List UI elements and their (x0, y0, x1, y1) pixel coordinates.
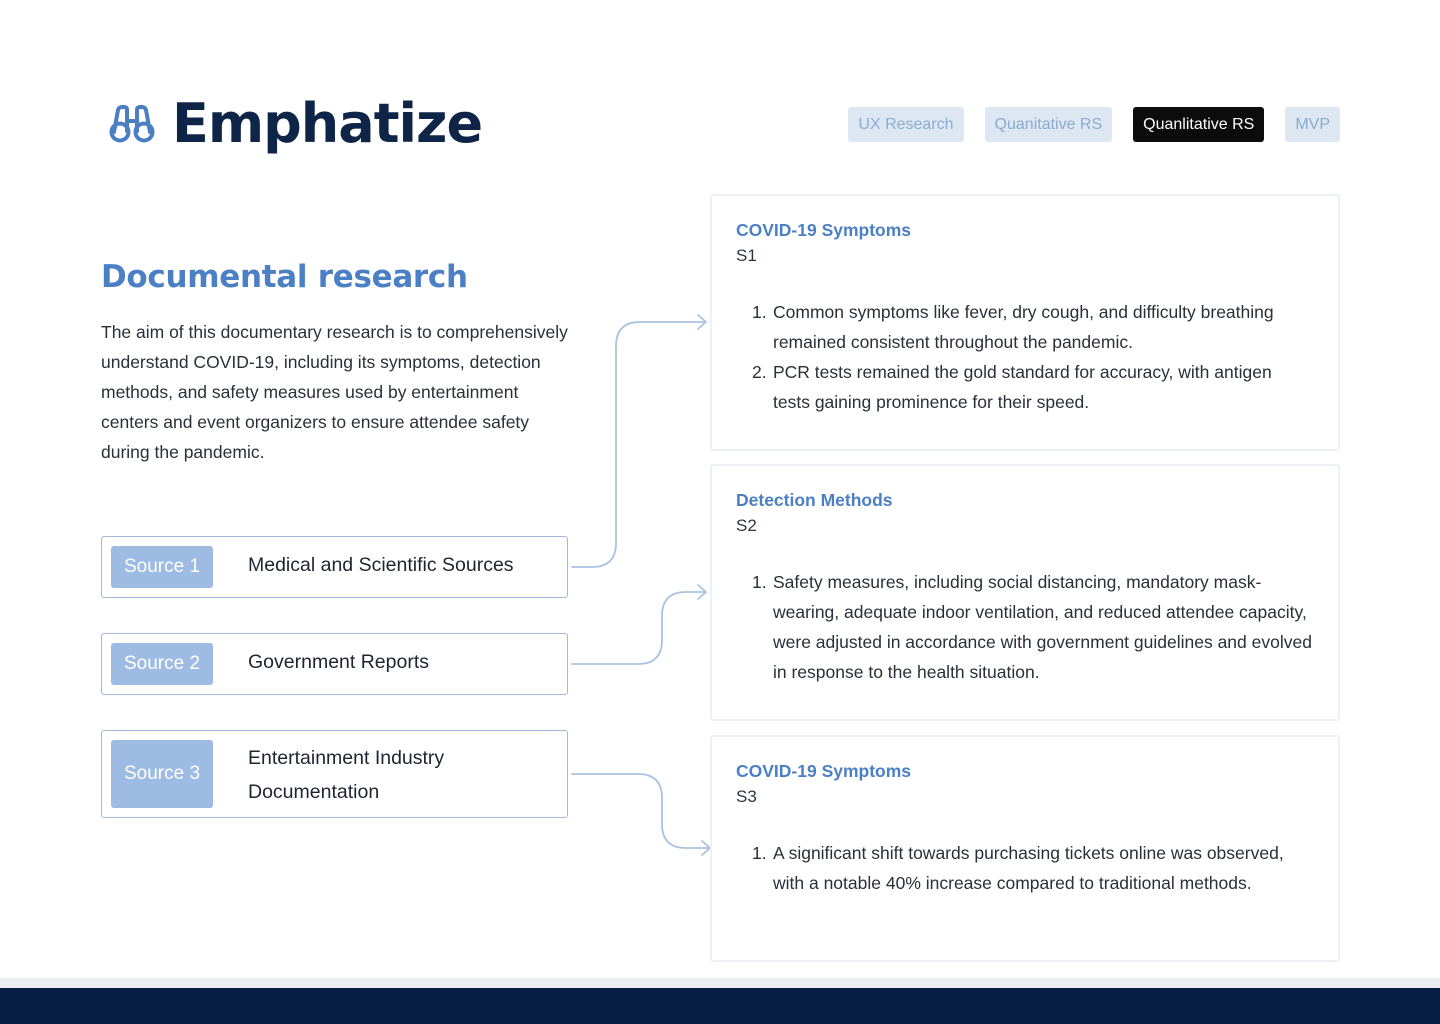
tag-ux-research[interactable]: UX Research (848, 107, 963, 142)
connector-s2 (572, 592, 705, 664)
finding-card-3 (710, 735, 1340, 962)
card-code: S1 (736, 246, 757, 265)
page-title: Emphatize (172, 92, 483, 155)
card-title: COVID-19 Symptoms (736, 761, 912, 781)
card-title: COVID-19 Symptoms (736, 220, 912, 240)
source-card-1[interactable] (101, 536, 568, 598)
finding-card-2 (710, 464, 1340, 721)
card-code: S3 (736, 787, 757, 806)
finding-card-1 (710, 194, 1340, 451)
connector-s3 (572, 774, 709, 848)
card-code: S2 (736, 516, 757, 535)
source-label: Medical and Scientific Sources (248, 554, 514, 576)
list-item: 1. Safety measures, including social distancing, mandatory mask-wearing, adequate indoor ventilation, and reduced attendee capacity, were adjusted in accordance with government guidelines and evolved in response to the health situation. (752, 572, 1312, 682)
tag-bar (848, 107, 1340, 142)
source-label: Entertainment Industry Documentation (248, 747, 445, 803)
arrow-head-s3 (702, 841, 710, 855)
source-badge: Source 3 (111, 740, 213, 808)
tag-quanlitative-rs[interactable]: Quanlitative RS (1133, 107, 1264, 142)
tag-mvp[interactable]: MVP (1285, 107, 1340, 142)
list-item: 1. A significant shift towards purchasing tickets online was observed, with a notable 40% increase compared to traditional methods. (752, 843, 1284, 893)
footer-divider (0, 978, 1440, 988)
list-item: 2. PCR tests remained the gold standard for accuracy, with antigen tests gaining prominence for their speed. (752, 362, 1272, 412)
arrow-head-s2 (698, 585, 706, 599)
card-list (752, 567, 1312, 687)
source-card-2[interactable] (101, 633, 568, 695)
list-item: 1. Common symptoms like fever, dry cough, and difficulty breathing remained consistent throughout the pandemic. (752, 302, 1274, 352)
source-label: Government Reports (248, 651, 429, 673)
arrow-head-s1 (698, 315, 706, 329)
intro-paragraph: The aim of this documentary research is to comprehensively understand COVID-19, including its symptoms, detection methods, and safety measures used by entertainment centers and event organizers to ensure attendee safety during the pandemic. (101, 322, 568, 462)
tag-quanitative-rs[interactable]: Quanitative RS (985, 107, 1113, 142)
card-title: Detection Methods (736, 490, 893, 510)
section-title: Documental research (101, 259, 468, 295)
source-card-3[interactable] (101, 730, 568, 818)
binoculars-icon (108, 104, 156, 144)
source-badge: Source 1 (111, 546, 213, 588)
card-list (752, 838, 1312, 898)
card-list (752, 297, 1312, 417)
connector-s1 (572, 322, 705, 567)
source-badge: Source 2 (111, 643, 213, 685)
footer-bar (0, 988, 1440, 1024)
